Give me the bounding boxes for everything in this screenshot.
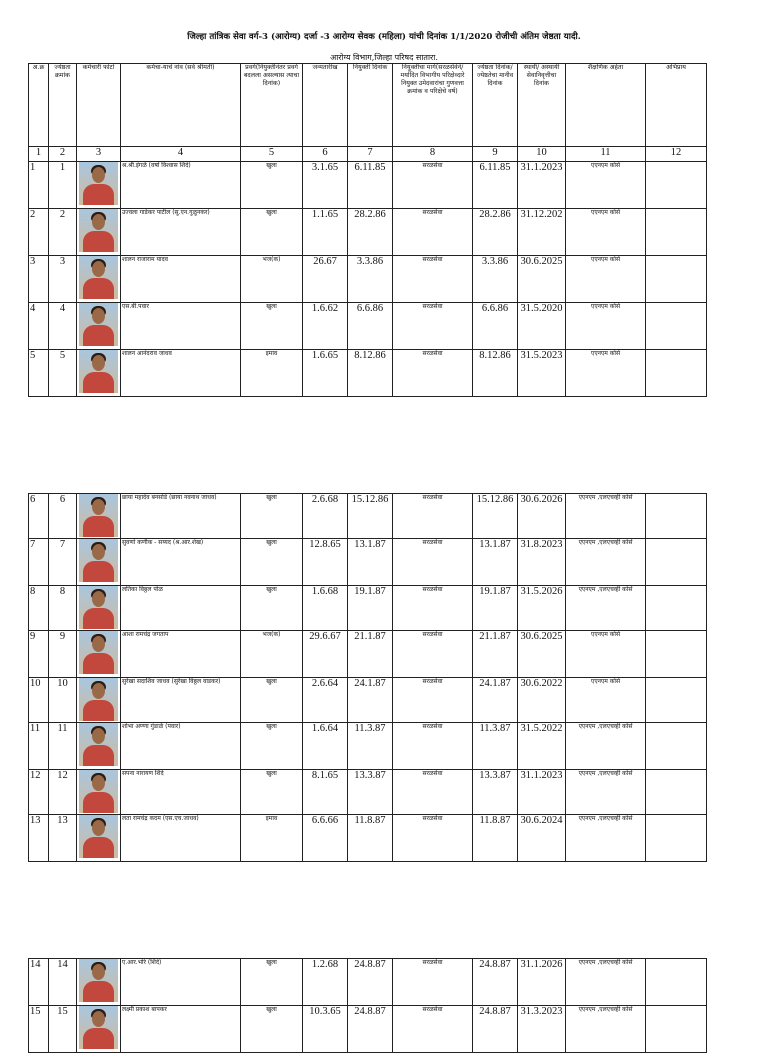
- cell-birth-date: 12.8.65: [303, 539, 348, 586]
- employee-photo: [79, 209, 118, 252]
- photo-head: [92, 544, 105, 560]
- employee-photo: [79, 303, 118, 346]
- cell-employee-photo: [77, 631, 121, 678]
- cell-category: खुला: [241, 959, 303, 1006]
- cell-appointment-mode: सरळसेवा: [393, 770, 473, 815]
- column-header: नियुक्तीचा मार्ग(सरळसेवेने/ मर्यादित विभागीय परिक्षेव्दारे नियुक्त उमेदवारांचा गुणवत्ता क्रमांक व परिक्षेचे वर्ष): [393, 64, 473, 147]
- employee-photo: [79, 162, 118, 205]
- photo-head: [92, 728, 105, 744]
- cell-sr-no: 14: [29, 959, 49, 1006]
- cell-sr-no: 9: [29, 631, 49, 678]
- photo-head: [92, 636, 105, 652]
- cell-remarks: [646, 631, 707, 678]
- cell-employee-photo: [77, 539, 121, 586]
- cell-remarks: [646, 723, 707, 770]
- employee-photo: [79, 631, 118, 674]
- column-header: कर्मचारी फोटो: [77, 64, 121, 147]
- cell-seniority-date: 6.11.85: [473, 162, 518, 209]
- cell-remarks: [646, 678, 707, 723]
- photo-head: [92, 591, 105, 607]
- cell-category: इमाव: [241, 815, 303, 862]
- cell-seniority-date: 24.8.87: [473, 959, 518, 1006]
- cell-retirement-date: 30.6.2022: [518, 678, 566, 723]
- cell-category: खुला: [241, 586, 303, 631]
- cell-remarks: [646, 815, 707, 862]
- cell-seniority-no: 11: [49, 723, 77, 770]
- cell-appointment-date: 6.11.85: [348, 162, 393, 209]
- cell-appointment-mode: सरळसेवा: [393, 162, 473, 209]
- photo-head: [92, 775, 105, 791]
- cell-employee-photo: [77, 770, 121, 815]
- cell-retirement-date: 31.8.2023: [518, 539, 566, 586]
- cell-employee-photo: [77, 1006, 121, 1053]
- column-header: नियुक्ती दिनांक: [348, 64, 393, 147]
- cell-employee-photo: [77, 586, 121, 631]
- cell-appointment-date: 21.1.87: [348, 631, 393, 678]
- cell-remarks: [646, 770, 707, 815]
- cell-birth-date: 26.67: [303, 256, 348, 303]
- photo-body: [83, 653, 114, 674]
- column-number: 6: [303, 147, 348, 162]
- table-row: [29, 723, 707, 770]
- photo-body: [83, 981, 114, 1002]
- photo-body: [83, 745, 114, 766]
- photo-body: [83, 700, 114, 721]
- cell-remarks: [646, 303, 707, 350]
- table-row: [29, 631, 707, 678]
- cell-sr-no: 1: [29, 162, 49, 209]
- cell-employee-name: लतिका विठ्ठल पोळ: [121, 586, 241, 631]
- cell-employee-name: छाया महादेव बनसोडे (छाया नवनाथ जाधव): [121, 494, 241, 539]
- cell-employee-photo: [77, 494, 121, 539]
- cell-appointment-date: 15.12.86: [348, 494, 393, 539]
- cell-birth-date: 1.1.65: [303, 209, 348, 256]
- cell-retirement-date: 30.6.2025: [518, 631, 566, 678]
- cell-category: खुला: [241, 303, 303, 350]
- cell-seniority-no: 2: [49, 209, 77, 256]
- cell-qualification: एएनएम कोर्स: [566, 162, 646, 209]
- cell-employee-photo: [77, 723, 121, 770]
- cell-employee-photo: [77, 815, 121, 862]
- photo-head: [92, 964, 105, 980]
- cell-birth-date: 10.3.65: [303, 1006, 348, 1053]
- cell-employee-name: ए.आर.भोरे (शिंदे): [121, 959, 241, 1006]
- cell-employee-name: सुरेखा सदाशिव जाधव (सुरेखा विठ्ठल वाडकर): [121, 678, 241, 723]
- cell-employee-name: सुवर्णा कणीक - सय्यद (श्र.आर.शेख): [121, 539, 241, 586]
- employee-photo: [79, 256, 118, 299]
- cell-birth-date: 1.6.62: [303, 303, 348, 350]
- cell-retirement-date: 31.3.2023: [518, 1006, 566, 1053]
- cell-qualification: एएनएम ,एलएचव्ही कोर्स: [566, 959, 646, 1006]
- photo-body: [83, 184, 114, 205]
- cell-qualification: एएनएम कोर्स: [566, 256, 646, 303]
- cell-seniority-no: 14: [49, 959, 77, 1006]
- cell-employee-photo: [77, 162, 121, 209]
- cell-sr-no: 12: [29, 770, 49, 815]
- cell-birth-date: 2.6.68: [303, 494, 348, 539]
- cell-qualification: एएनएम कोर्स: [566, 303, 646, 350]
- photo-head: [92, 261, 105, 277]
- cell-qualification: एएनएम कोर्स: [566, 209, 646, 256]
- photo-body: [83, 837, 114, 858]
- cell-sr-no: 8: [29, 586, 49, 631]
- employee-photo: [79, 539, 118, 582]
- cell-seniority-date: 8.12.86: [473, 350, 518, 397]
- cell-retirement-date: 31.1.2023: [518, 162, 566, 209]
- cell-seniority-no: 7: [49, 539, 77, 586]
- cell-seniority-no: 12: [49, 770, 77, 815]
- column-header: ज्येष्ठता क्रमांक: [49, 64, 77, 147]
- cell-employee-photo: [77, 303, 121, 350]
- cell-seniority-no: 5: [49, 350, 77, 397]
- cell-birth-date: 6.6.66: [303, 815, 348, 862]
- column-header: प्रवर्ग(नियुक्तीनंतर प्रवर्ग बदलला असल्यास त्याचा दिनांक): [241, 64, 303, 147]
- cell-retirement-date: 31.1.2023: [518, 770, 566, 815]
- photo-head: [92, 683, 105, 699]
- cell-sr-no: 7: [29, 539, 49, 586]
- cell-seniority-no: 1: [49, 162, 77, 209]
- cell-birth-date: 1.6.64: [303, 723, 348, 770]
- cell-employee-name: एस.बी.पवार: [121, 303, 241, 350]
- cell-remarks: [646, 209, 707, 256]
- table-row: [29, 539, 707, 586]
- cell-qualification: एएनएम कोर्स: [566, 350, 646, 397]
- cell-sr-no: 5: [29, 350, 49, 397]
- cell-seniority-date: 13.1.87: [473, 539, 518, 586]
- column-header: अभिप्राय: [646, 64, 707, 147]
- column-header: ज्येष्ठता दिनांक/ ज्येष्ठतेचा मानीव दिनांक: [473, 64, 518, 147]
- header-row: [29, 64, 707, 147]
- cell-birth-date: 1.6.68: [303, 586, 348, 631]
- cell-employee-photo: [77, 959, 121, 1006]
- cell-retirement-date: 31.12.202: [518, 209, 566, 256]
- cell-appointment-date: 24.1.87: [348, 678, 393, 723]
- employee-photo: [79, 678, 118, 721]
- cell-appointment-mode: सरळसेवा: [393, 494, 473, 539]
- cell-appointment-date: 28.2.86: [348, 209, 393, 256]
- table-row: [29, 770, 707, 815]
- photo-body: [83, 278, 114, 299]
- table-row: [29, 959, 707, 1006]
- cell-appointment-date: 24.8.87: [348, 959, 393, 1006]
- cell-birth-date: 2.6.64: [303, 678, 348, 723]
- column-number: 5: [241, 147, 303, 162]
- column-number: 9: [473, 147, 518, 162]
- cell-birth-date: 1.6.65: [303, 350, 348, 397]
- table-row: [29, 1006, 707, 1053]
- employee-photo: [79, 959, 118, 1002]
- cell-category: खुला: [241, 539, 303, 586]
- cell-appointment-date: 13.1.87: [348, 539, 393, 586]
- cell-qualification: एएनएम ,एलएचव्ही कोर्स: [566, 494, 646, 539]
- cell-birth-date: 3.1.65: [303, 162, 348, 209]
- cell-seniority-date: 24.8.87: [473, 1006, 518, 1053]
- cell-sr-no: 6: [29, 494, 49, 539]
- photo-head: [92, 214, 105, 230]
- cell-remarks: [646, 539, 707, 586]
- employee-photo: [79, 586, 118, 629]
- cell-seniority-date: 15.12.86: [473, 494, 518, 539]
- table-row: [29, 815, 707, 862]
- cell-sr-no: 13: [29, 815, 49, 862]
- table-row: [29, 678, 707, 723]
- cell-remarks: [646, 256, 707, 303]
- cell-category: खुला: [241, 678, 303, 723]
- employee-photo: [79, 350, 118, 393]
- cell-seniority-date: 6.6.86: [473, 303, 518, 350]
- cell-seniority-date: 28.2.86: [473, 209, 518, 256]
- cell-appointment-mode: सरळसेवा: [393, 539, 473, 586]
- employee-photo: [79, 723, 118, 766]
- cell-employee-name: सपना नारायण शिंदे: [121, 770, 241, 815]
- cell-retirement-date: 31.5.2026: [518, 586, 566, 631]
- photo-body: [83, 516, 114, 537]
- photo-head: [92, 308, 105, 324]
- cell-birth-date: 8.1.65: [303, 770, 348, 815]
- cell-employee-photo: [77, 256, 121, 303]
- cell-birth-date: 29.6.67: [303, 631, 348, 678]
- cell-appointment-mode: सरळसेवा: [393, 303, 473, 350]
- photo-body: [83, 372, 114, 393]
- photo-head: [92, 355, 105, 371]
- cell-seniority-no: 15: [49, 1006, 77, 1053]
- cell-seniority-date: 19.1.87: [473, 586, 518, 631]
- column-header: कर्मचा-याचे नांव (सर्व श्रीमती): [121, 64, 241, 147]
- photo-head: [92, 167, 105, 183]
- employee-photo: [79, 494, 118, 537]
- photo-body: [83, 561, 114, 582]
- column-number: 3: [77, 147, 121, 162]
- column-header: अ.क्र: [29, 64, 49, 147]
- cell-remarks: [646, 350, 707, 397]
- cell-appointment-mode: सरळसेवा: [393, 815, 473, 862]
- cell-appointment-date: 19.1.87: [348, 586, 393, 631]
- cell-appointment-date: 6.6.86: [348, 303, 393, 350]
- cell-employee-name: शालन राजाराम यादव: [121, 256, 241, 303]
- column-header: स्थायी/ अस्थायी सेवानिवृत्तीचा दिनांक: [518, 64, 566, 147]
- cell-seniority-no: 8: [49, 586, 77, 631]
- table-row: [29, 494, 707, 539]
- cell-retirement-date: 30.6.2024: [518, 815, 566, 862]
- seniority-table-block-2: [28, 493, 707, 862]
- cell-qualification: एएनएम ,एलएचव्ही कोर्स: [566, 815, 646, 862]
- table-row: [29, 303, 707, 350]
- cell-employee-name: आशा रामचंद्र जगताप: [121, 631, 241, 678]
- cell-sr-no: 11: [29, 723, 49, 770]
- document-title: जिल्हा तांत्रिक सेवा वर्ग-3 (आरोग्य) दर्जा -3 आरोग्य सेवक (महिला) यांची दिनांक 1/1/2020 रोजीची अंतिम जेष्ठता यादी.: [187, 32, 581, 42]
- cell-category: खुला: [241, 770, 303, 815]
- cell-appointment-mode: सरळसेवा: [393, 631, 473, 678]
- cell-appointment-mode: सरळसेवा: [393, 256, 473, 303]
- column-number-row: [29, 147, 707, 162]
- cell-appointment-mode: सरळसेवा: [393, 586, 473, 631]
- photo-body: [83, 325, 114, 346]
- cell-retirement-date: 31.1.2026: [518, 959, 566, 1006]
- cell-appointment-mode: सरळसेवा: [393, 723, 473, 770]
- cell-retirement-date: 31.5.2023: [518, 350, 566, 397]
- cell-qualification: एएनएम ,एलएचव्ही कोर्स: [566, 586, 646, 631]
- column-number: 1: [29, 147, 49, 162]
- cell-appointment-mode: सरळसेवा: [393, 350, 473, 397]
- cell-employee-name: शोभा अण्णा गुंडाळे (पवार): [121, 723, 241, 770]
- photo-head: [92, 499, 105, 515]
- cell-seniority-no: 10: [49, 678, 77, 723]
- photo-head: [92, 1011, 105, 1027]
- column-number: 10: [518, 147, 566, 162]
- column-number: 8: [393, 147, 473, 162]
- cell-employee-name: श्र.श्री.इंगळे (वर्षा विश्वास शिंदे): [121, 162, 241, 209]
- cell-remarks: [646, 959, 707, 1006]
- cell-appointment-date: 3.3.86: [348, 256, 393, 303]
- photo-body: [83, 792, 114, 813]
- cell-appointment-mode: सरळसेवा: [393, 678, 473, 723]
- cell-remarks: [646, 586, 707, 631]
- document-subtitle: आरोग्य विभाग,जिल्हा परिषद सातारा.: [330, 53, 438, 62]
- cell-employee-name: उज्वला गाडेकर पाटील (सु.एन.गुळुनकर): [121, 209, 241, 256]
- cell-employee-name: शालन आनंदराव जाधव: [121, 350, 241, 397]
- photo-body: [83, 608, 114, 629]
- cell-category: खुला: [241, 209, 303, 256]
- column-number: 2: [49, 147, 77, 162]
- cell-appointment-date: 8.12.86: [348, 350, 393, 397]
- column-number: 12: [646, 147, 707, 162]
- column-number: 11: [566, 147, 646, 162]
- cell-qualification: एएनएम ,एलएचव्ही कोर्स: [566, 770, 646, 815]
- table-row: [29, 350, 707, 397]
- column-number: 4: [121, 147, 241, 162]
- cell-category: खुला: [241, 1006, 303, 1053]
- cell-category: खुला: [241, 494, 303, 539]
- table-row: [29, 586, 707, 631]
- cell-appointment-mode: सरळसेवा: [393, 1006, 473, 1053]
- cell-seniority-no: 9: [49, 631, 77, 678]
- cell-category: खुला: [241, 162, 303, 209]
- cell-employee-name: लक्ष्मी प्रकाश बापकर: [121, 1006, 241, 1053]
- cell-retirement-date: 31.5.2020: [518, 303, 566, 350]
- cell-sr-no: 10: [29, 678, 49, 723]
- employee-photo: [79, 770, 118, 813]
- cell-employee-photo: [77, 678, 121, 723]
- cell-qualification: एएनएम ,एलएचव्ही कोर्स: [566, 723, 646, 770]
- cell-seniority-no: 6: [49, 494, 77, 539]
- cell-retirement-date: 31.5.2022: [518, 723, 566, 770]
- column-header: जन्मतारीख: [303, 64, 348, 147]
- cell-qualification: एएनएम ,एलएचव्ही कोर्स: [566, 1006, 646, 1053]
- cell-employee-photo: [77, 209, 121, 256]
- employee-photo: [79, 815, 118, 858]
- photo-body: [83, 1028, 114, 1049]
- cell-employee-photo: [77, 350, 121, 397]
- cell-seniority-date: 11.3.87: [473, 723, 518, 770]
- cell-appointment-date: 11.3.87: [348, 723, 393, 770]
- cell-remarks: [646, 162, 707, 209]
- cell-seniority-no: 4: [49, 303, 77, 350]
- table-row: [29, 256, 707, 303]
- cell-employee-name: लता रामचंद्र कदम (एस.एच.जाधव): [121, 815, 241, 862]
- cell-retirement-date: 30.6.2026: [518, 494, 566, 539]
- cell-appointment-date: 13.3.87: [348, 770, 393, 815]
- cell-remarks: [646, 494, 707, 539]
- table-row: [29, 209, 707, 256]
- cell-appointment-mode: सरळसेवा: [393, 959, 473, 1006]
- cell-category: खुला: [241, 723, 303, 770]
- cell-seniority-date: 21.1.87: [473, 631, 518, 678]
- cell-remarks: [646, 1006, 707, 1053]
- cell-seniority-no: 3: [49, 256, 77, 303]
- cell-category: इमाव: [241, 350, 303, 397]
- cell-sr-no: 4: [29, 303, 49, 350]
- cell-birth-date: 1.2.68: [303, 959, 348, 1006]
- cell-seniority-no: 13: [49, 815, 77, 862]
- cell-seniority-date: 3.3.86: [473, 256, 518, 303]
- cell-qualification: एएनएम कोर्स: [566, 631, 646, 678]
- cell-appointment-mode: सरळसेवा: [393, 209, 473, 256]
- cell-qualification: एएनएम ,एलएचव्ही कोर्स: [566, 539, 646, 586]
- cell-seniority-date: 13.3.87: [473, 770, 518, 815]
- table-row: [29, 162, 707, 209]
- cell-appointment-date: 11.8.87: [348, 815, 393, 862]
- cell-sr-no: 2: [29, 209, 49, 256]
- cell-seniority-date: 11.8.87: [473, 815, 518, 862]
- column-number: 7: [348, 147, 393, 162]
- column-header: शैक्षणिक अर्हता: [566, 64, 646, 147]
- photo-body: [83, 231, 114, 252]
- cell-sr-no: 3: [29, 256, 49, 303]
- cell-retirement-date: 30.6.2025: [518, 256, 566, 303]
- cell-appointment-date: 24.8.87: [348, 1006, 393, 1053]
- cell-qualification: एएनएम कोर्स: [566, 678, 646, 723]
- seniority-table-block-3: [28, 958, 707, 1053]
- seniority-table-block-1: [28, 63, 707, 397]
- cell-category: भज(क): [241, 631, 303, 678]
- employee-photo: [79, 1006, 118, 1049]
- photo-head: [92, 820, 105, 836]
- cell-sr-no: 15: [29, 1006, 49, 1053]
- cell-seniority-date: 24.1.87: [473, 678, 518, 723]
- cell-category: भज(क): [241, 256, 303, 303]
